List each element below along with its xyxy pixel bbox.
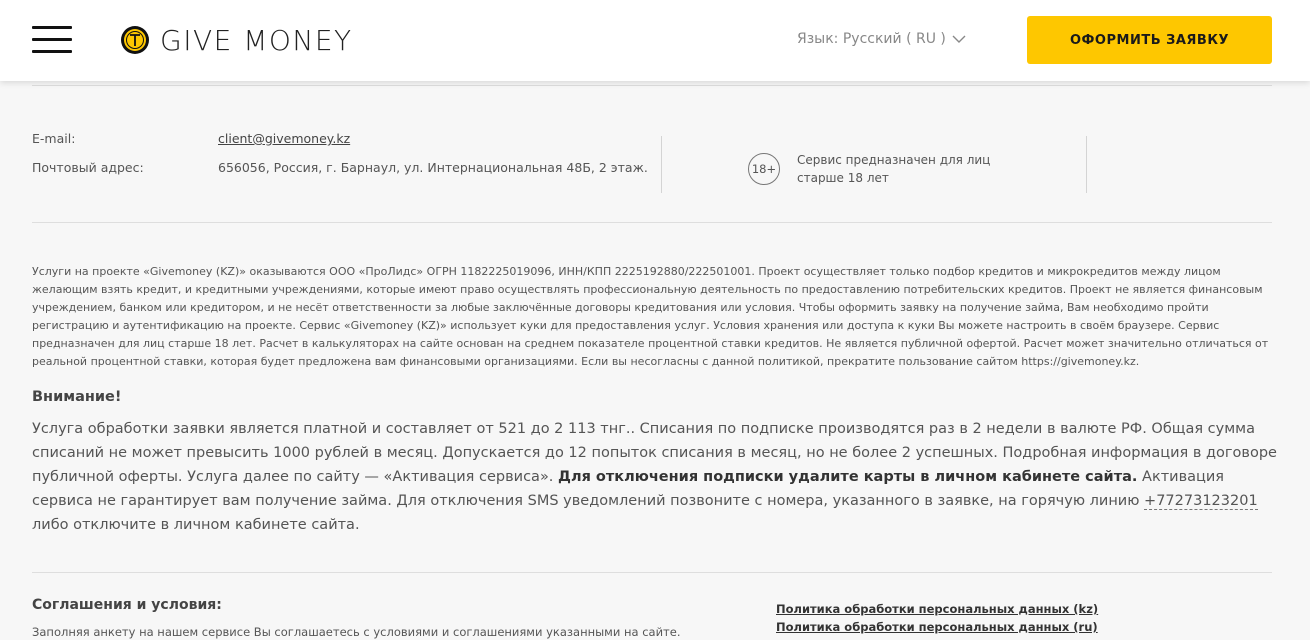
email-link[interactable]: client@givemoney.kz bbox=[218, 131, 351, 146]
chevron-down-icon bbox=[952, 35, 966, 44]
agreements-text: Заполняя анкету на нашем сервисе Вы соглашаетесь с условиями и соглашениями указанными на сайте. bbox=[32, 625, 681, 639]
age-notice bbox=[748, 151, 1007, 187]
bottom-divider bbox=[32, 572, 1272, 573]
legal-disclaimer: Услуги на проекте «Givemoney (KZ)» оказываются ООО «ПроЛидс» ОГРН 1182225019096, ИНН/КПП 2225192880/222501001. Проект осуществляет только подбор кредитов и микрокредитов между лицом желающим взять кредит, и кредитными учреждениями, которые имеют право осуществлять профессиональную деятельность по предоставлению потребительских кредитов. Проект не является финансовым учреждением, банком или кредитором, и не несёт ответственности за любые заключённые договоры кредитования или условия. Чтобы оформить заявку на получение займа, Вам необходимо пройти регистрацию и аутентификацию на проекте. Сервис «Givemoney (KZ)» использует куки для предоставления услуг. Условия хранения или доступа к куки Вы можете настроить в своём браузере. Сервис предназначен для лиц старше 18 лет. Расчет в калькуляторах на сайте основан на среднем показателе процентной ставки кредитов. Не является публичной офертой. Расчет может значительно отличаться от реальной процентной ставки, которая будет предложена вам финансовыми организациями. Если вы несогласны с данной политикой, прекратите пользование сайтом https://givemoney.kz. bbox=[32, 265, 1269, 368]
age-notice-text: Сервис предназначен для лиц старше 18 лет bbox=[797, 153, 991, 185]
logo-text: GIVE MONEY bbox=[160, 23, 353, 57]
language-selector[interactable] bbox=[797, 31, 966, 47]
middle-divider bbox=[32, 222, 1272, 223]
menu-icon[interactable] bbox=[32, 26, 72, 54]
policy-links bbox=[776, 600, 1098, 636]
attention-part2: Активация сервиса не гарантирует вам получение займа. Для отключения SMS уведомлений позвоните с номера, указанного в заявке, на горячую линию bbox=[32, 469, 1225, 509]
subscription-notice-end: сайта. bbox=[1080, 469, 1138, 485]
age-18-badge-icon: 18+ bbox=[748, 153, 780, 185]
top-divider bbox=[32, 85, 1272, 86]
attention-text bbox=[32, 417, 1277, 537]
email-label: E-mail: bbox=[32, 131, 76, 146]
contacts-separator bbox=[661, 136, 662, 193]
attention-part3: либо отключите в личном кабинете сайта. bbox=[32, 517, 360, 533]
hotline-phone-link[interactable]: +77273123201 bbox=[1144, 493, 1258, 509]
attention-title: Внимание! bbox=[32, 389, 122, 405]
age-separator bbox=[1086, 136, 1087, 193]
policy-link-kz[interactable]: Политика обработки персональных данных (kz) bbox=[776, 602, 1099, 616]
attention-part1: Услуга обработки заявки является платной и составляет от 521 до 2 113 тнг.. Списания по подписке производятся раз в 2 недели в валюте РФ. Общая сумма списаний не может превысить 1000 рублей в месяц. Допускается до 12 попыток списания в месяц, но не более 2 успешных. Подробная информация в договоре публичной оферты. Услуга далее по сайту — «Активация сервиса». bbox=[32, 421, 1277, 485]
contacts-block bbox=[32, 131, 648, 189]
subscription-notice-start: Для отключения подписки удалите карты в bbox=[558, 469, 935, 485]
language-label: Язык: Русский ( RU ) bbox=[797, 31, 946, 47]
apply-button[interactable]: ОФОРМИТЬ ЗАЯВКУ bbox=[1027, 16, 1272, 64]
policy-link-ru[interactable]: Политика обработки персональных данных (ru) bbox=[776, 620, 1098, 634]
address-label: Почтовый адрес: bbox=[32, 160, 144, 175]
address-value: 656056, Россия, г. Барнаул, ул. Интернациональная 48Б, 2 этаж. bbox=[218, 160, 648, 175]
personal-cabinet-link[interactable]: личном кабинете bbox=[934, 469, 1081, 485]
coin-logo-icon bbox=[120, 25, 150, 55]
subscription-notice bbox=[558, 469, 1137, 485]
site-header bbox=[0, 0, 1310, 81]
agreements-title: Соглашения и условия: bbox=[32, 597, 222, 613]
logo[interactable] bbox=[120, 22, 353, 58]
